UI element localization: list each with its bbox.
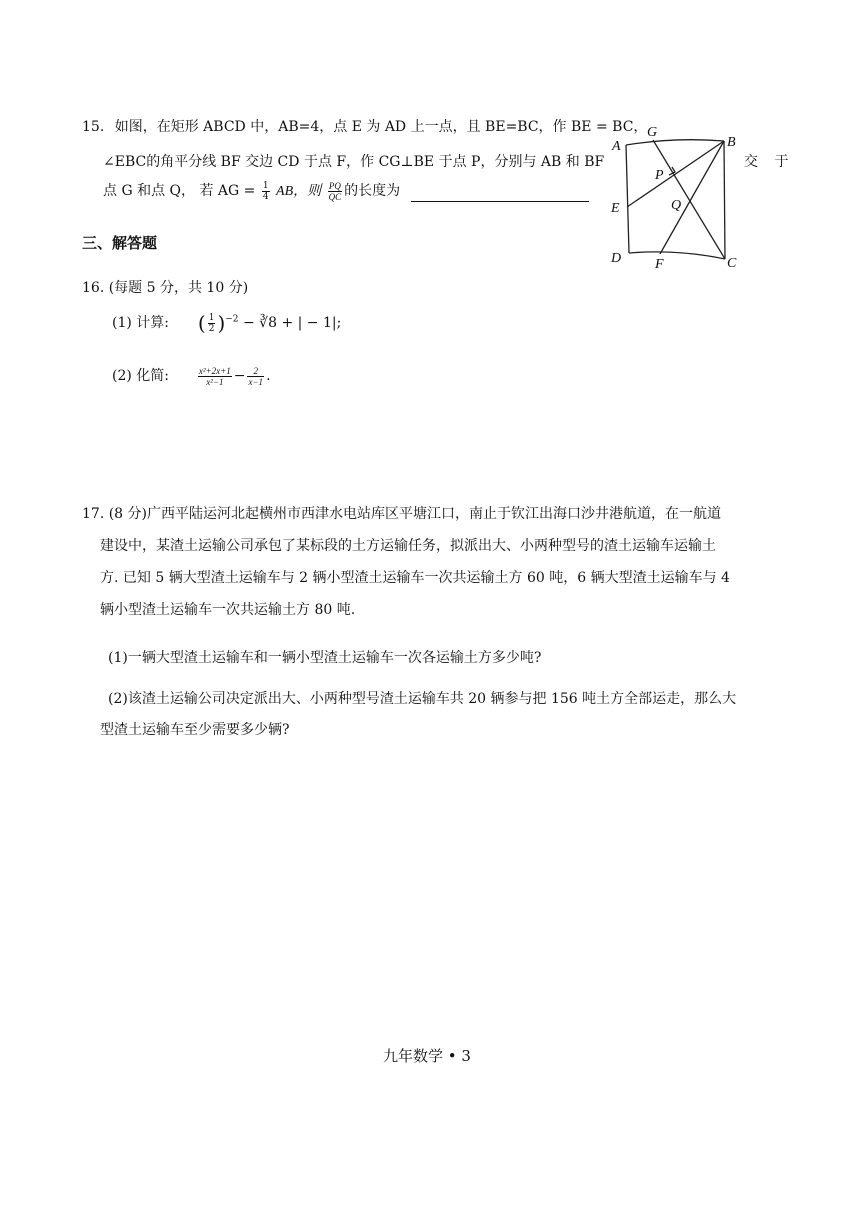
q17-sub2b: 型渣土运输车至少需要多少辆? — [100, 722, 290, 738]
left-paren: ( — [197, 311, 206, 335]
rect-top-side — [626, 140, 724, 145]
segment-BF — [660, 141, 724, 254]
q16-period: . — [266, 368, 271, 384]
q16-fraction2: $\frac{2}{x-1}$ — [248, 365, 264, 387]
q15-text-line1: 如图，在矩形 ABCD 中，AB=4，点 E 为 AD 上一点，且 BE=BC，作 BE = BC， — [114, 119, 648, 135]
q16-header: 16. (每题 5 分，共 10 分) — [82, 280, 249, 296]
q17-line1: 17. (8 分)广西平陆运河北起横州市西津水电站库区平塘江口，南止于钦江出海口沙井港航道，在一航道 — [82, 506, 721, 522]
rect-left-side — [626, 145, 629, 253]
geometry-figure — [605, 122, 765, 272]
q16-fraction1: $\frac{\text{x²+2x+1}}{\text{x²−1}}$ — [198, 365, 231, 387]
q17-line3: 方. 已知 5 辆大型渣土运输车与 2 辆小型渣土运输车一次共运输土方 60 吨，6 辆大型渣土运输车与 4 — [100, 570, 730, 586]
q15-line3 — [103, 180, 589, 202]
label-P: P — [655, 168, 664, 183]
q16-minus: − — [233, 368, 246, 384]
label-D: D — [611, 251, 622, 266]
q15-text-line3b: AB，则 — [276, 184, 322, 199]
q17-line2: 建设中，某渣土运输公司承包了某标段的土方运输任务，拟派出大、小两种型号的渣土运输车运输土 — [100, 538, 716, 554]
label-G: G — [647, 125, 658, 140]
section-heading: 三、解答题 — [82, 234, 158, 252]
q15-text-line2: ∠EBC的角平分线 BF 交边 CD 于点 F，作 CG⊥BE 于点 P，分别与 AB 和 BF — [103, 154, 605, 170]
q16-half-fraction: $\frac{1}{2}$ — [208, 312, 215, 334]
q16-part1-label: (1) 计算: — [112, 315, 169, 331]
rect-bottom-side — [629, 252, 725, 259]
q16-exponent: −2 — [225, 314, 239, 325]
q15-line2-right: 交 于 — [744, 154, 795, 170]
q15-line2 — [103, 151, 604, 171]
label-A: A — [612, 139, 621, 154]
q16-part1-rest: − ∛8 + | − 1|; — [238, 315, 342, 331]
q15-fraction-pq-qc: $\frac{PQ}{QC}$ — [328, 180, 342, 202]
q15-answer-blank[interactable] — [411, 187, 589, 202]
label-C: C — [727, 256, 737, 271]
q15-line1 — [82, 116, 647, 136]
q15-fraction-quarter: $\frac{1}{4}$ — [262, 180, 269, 202]
label-Q: Q — [671, 198, 682, 213]
page-footer: 九年数学 • 3 — [383, 1047, 471, 1065]
label-E: E — [611, 201, 620, 216]
right-paren: ) — [217, 311, 226, 335]
q17-line4: 辆小型渣土运输车一次共运输土方 80 吨. — [100, 602, 356, 618]
q15-text-line3a: 点 G 和点 Q， 若 AG = — [103, 183, 260, 199]
label-B: B — [727, 135, 736, 150]
q16-part2-label: (2) 化简: — [112, 368, 169, 384]
q17-sub2a: (2)该渣土运输公司决定派出大、小两种型号渣土运输车共 20 辆参与把 156 吨土方全部运走，那么大 — [108, 691, 737, 707]
q17-sub1: (1)一辆大型渣土运输车和一辆小型渣土运输车一次各运输土方多少吨? — [108, 650, 542, 666]
q16-part2 — [112, 365, 271, 387]
q15-text-line3c: 的长度为 — [344, 183, 401, 199]
label-F: F — [655, 257, 664, 272]
rect-right-side — [724, 141, 725, 259]
q16-part1 — [112, 311, 341, 335]
q15-number: 15. — [82, 119, 105, 135]
